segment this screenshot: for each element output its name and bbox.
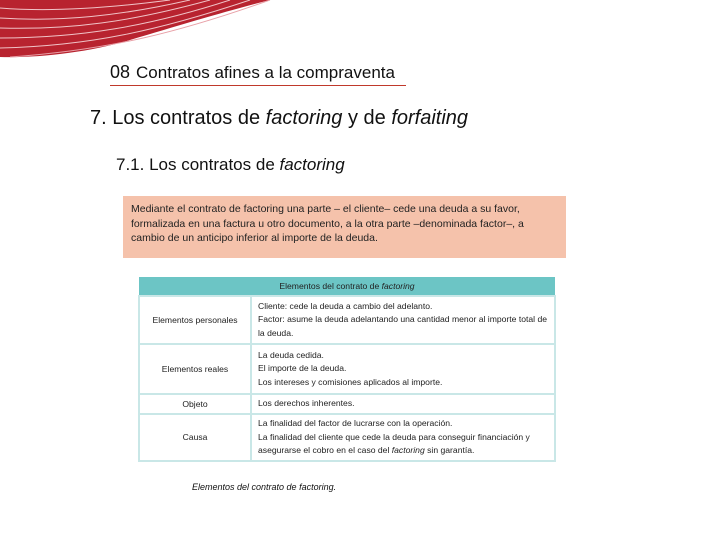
row-label-objeto: Objeto <box>139 394 251 414</box>
row-value-objeto <box>251 394 555 414</box>
row-value-personales <box>251 296 555 344</box>
table-caption: Elementos del contrato de factoring. <box>192 482 337 492</box>
row-label-reales: Elementos reales <box>139 344 251 394</box>
section-heading-middle: y de <box>342 107 392 129</box>
cell-line-part: sin garantía. <box>424 445 475 455</box>
cell-line: Los derechos inherentes. <box>258 398 355 409</box>
definition-box <box>123 196 566 258</box>
table-row <box>139 344 555 394</box>
table-row <box>139 394 555 414</box>
definition-text-rest: una parte – el cliente– cede una deuda a su favor, formalizada en una factura u otro documento, a la otra parte –denominada factor–, a cambio de un anticipo inferior al importe de la deuda. <box>131 203 524 244</box>
definition-text-start: Mediante el contrato de <box>131 203 244 215</box>
row-value-reales <box>251 344 555 394</box>
section-heading-text: 7. Los contratos de <box>90 107 266 129</box>
row-label-causa: Causa <box>139 414 251 461</box>
definition-factoring: factoring <box>243 203 284 215</box>
chapter-header <box>110 62 406 86</box>
decorative-wave-graphic <box>0 0 290 60</box>
cell-line: Cliente: cede la deuda a cambio del adelanto. <box>258 300 433 311</box>
cell-line-factoring: factoring <box>391 445 425 455</box>
chapter-number: 08 <box>110 62 131 82</box>
cell-line: La finalidad del factor de lucrarse con la operación. <box>258 418 453 428</box>
table-header <box>139 277 555 296</box>
chapter-title: Contratos afines a la compraventa <box>136 63 395 82</box>
subsection-heading <box>116 155 345 175</box>
table-header-factoring: factoring <box>381 281 415 291</box>
cell-line: El importe de la deuda. <box>258 363 347 374</box>
subsection-heading-text: 7.1. Los contratos de <box>116 155 280 174</box>
section-heading-factoring: factoring <box>265 107 343 129</box>
row-label-personales: Elementos personales <box>139 296 251 344</box>
cell-line: Los intereses y comisiones aplicados al importe. <box>258 376 443 387</box>
elements-table <box>138 277 556 462</box>
cell-line <box>258 431 548 458</box>
table-header-row <box>139 277 555 296</box>
cell-line: La deuda cedida. <box>258 349 324 360</box>
table-row <box>139 296 555 344</box>
section-heading-forfaiting: forfaiting <box>391 107 469 129</box>
table-row <box>139 414 555 461</box>
table-header-text: Elementos del contrato de <box>279 281 382 291</box>
subsection-heading-factoring: factoring <box>279 155 345 174</box>
cell-line-part: La finalidad del cliente que cede la deuda para conseguir financiación y asegurarse el cobro en el caso del <box>258 431 530 455</box>
row-value-causa <box>251 414 555 461</box>
section-heading <box>90 107 468 130</box>
cell-line: Factor: asume la deuda adelantando una cantidad menor al importe total de la deuda. <box>258 314 548 338</box>
